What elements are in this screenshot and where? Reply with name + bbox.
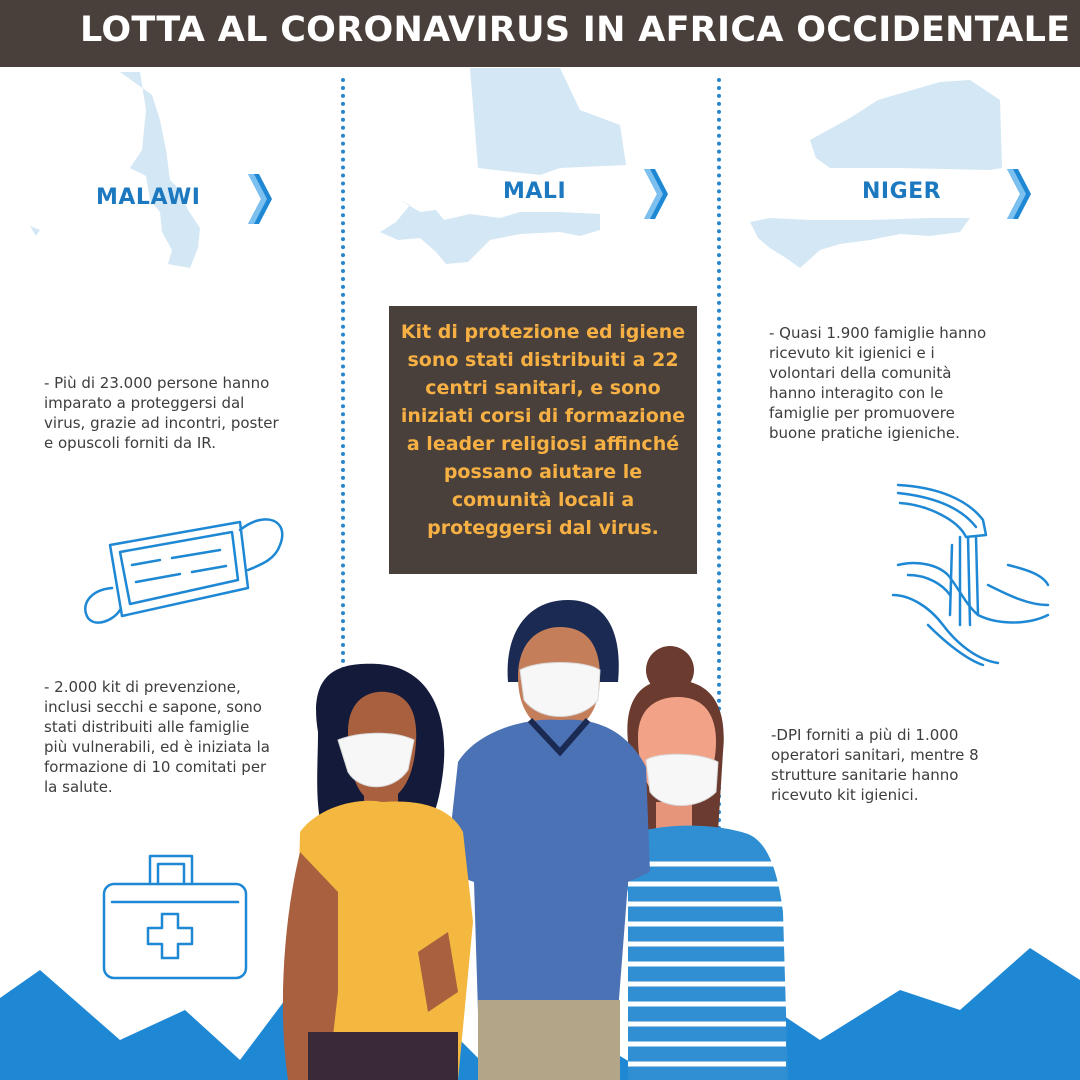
chevron-right-icon <box>246 172 274 226</box>
malawi-map <box>120 72 200 268</box>
mali-callout <box>389 306 697 574</box>
hand-washing-icon <box>888 475 1053 670</box>
niger-point-2: -DPI forniti a più di 1.000 operatori sanitari, mentre 8 strutture sanitarie hanno ricevuto kit igienici. <box>771 726 979 804</box>
page-title: LOTTA AL CORONAVIRUS IN AFRICA OCCIDENTALE <box>80 10 1071 50</box>
country-label-mali: MALI <box>503 179 567 204</box>
mali-callout-text: Kit di protezione ed igiene sono stati distribuiti a 22 centri sanitari, e sono iniziati corsi di formazione a leader religiosi affinché possano aiutare le comunità locali a proteggersi dal virus. <box>400 321 686 539</box>
face-mask-icon <box>80 510 290 630</box>
header-bar <box>0 0 1080 67</box>
malawi-point-1: - Più di 23.000 persone hanno imparato a proteggersi dal virus, grazie ad incontri, poster e opuscoli forniti da IR. <box>44 374 279 452</box>
country-label-malawi: MALAWI <box>96 185 201 210</box>
mali-map <box>470 68 626 175</box>
country-label-niger: NIGER <box>862 179 942 204</box>
malawi-point-2: - 2.000 kit di prevenzione, inclusi secchi e sapone, sono stati distribuiti alle famiglie più vulnerabili, ed è iniziata la formazione di 10 comitati per la salute. <box>44 678 270 796</box>
niger-map <box>810 80 1002 170</box>
chevron-right-icon <box>642 167 670 221</box>
chevron-right-icon <box>1005 167 1033 221</box>
niger-point-1: - Quasi 1.900 famiglie hanno ricevuto kit igienici e i volontari della comunità hanno interagito con le famiglie per promuovere buone pratiche igieniche. <box>769 324 987 442</box>
first-aid-kit-icon <box>100 850 250 982</box>
people-illustration <box>278 592 798 1080</box>
